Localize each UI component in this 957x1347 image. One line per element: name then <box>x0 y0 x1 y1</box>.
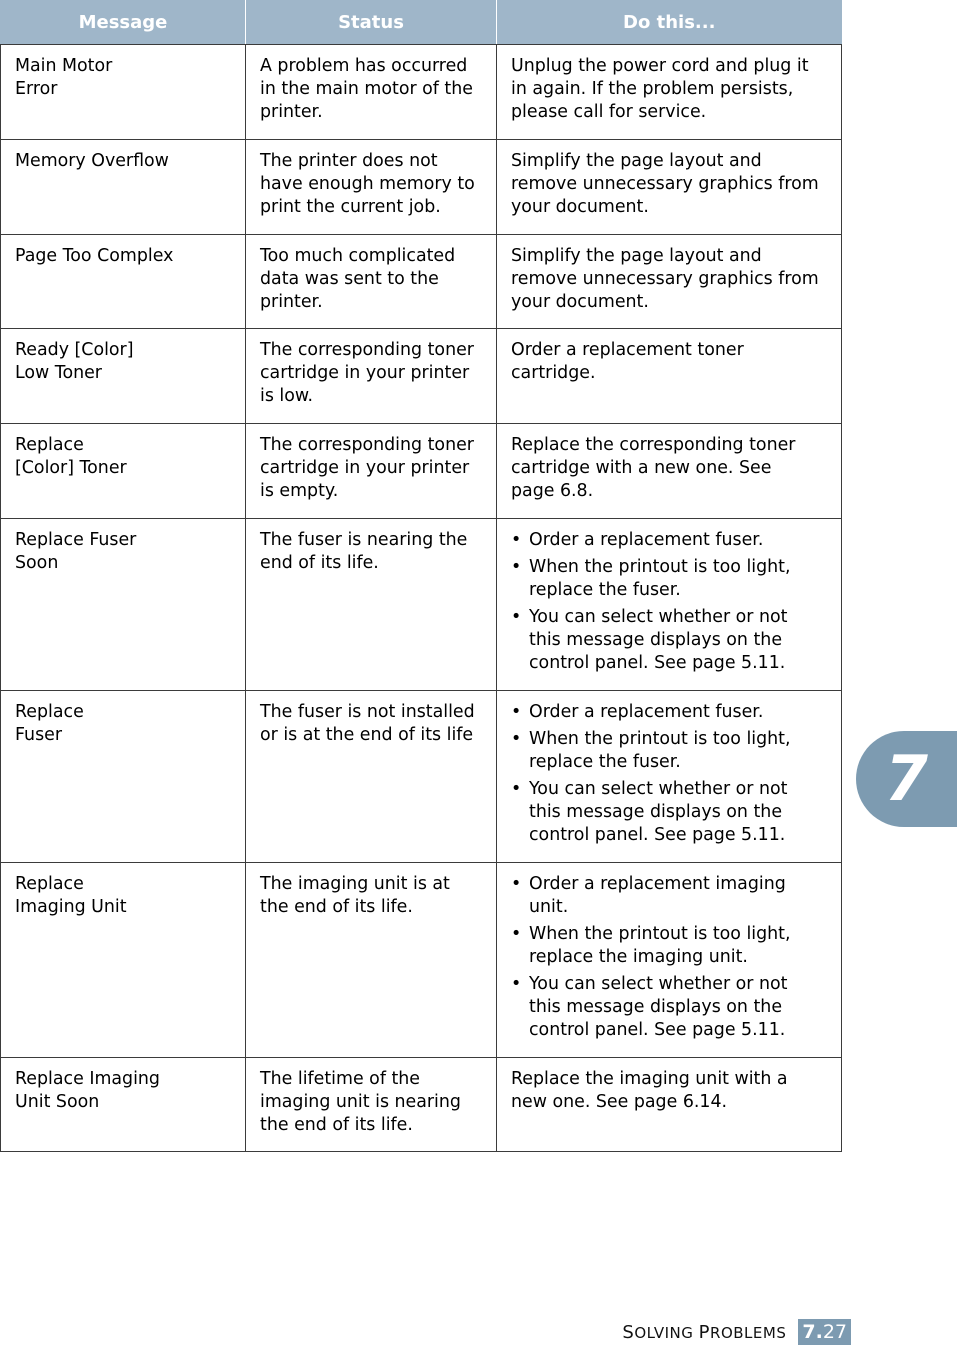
table-row <box>1 140 842 235</box>
status-text: The fuser is not installed <box>260 702 475 722</box>
action-text: Order a replacement toner <box>511 340 744 360</box>
message-text: Imaging Unit <box>15 897 127 917</box>
page-chapter: 7. <box>802 1321 823 1343</box>
header-status: Status <box>246 0 497 45</box>
action-text: Unplug the power cord and plug it <box>511 56 809 76</box>
message-text: Replace Fuser <box>15 530 137 550</box>
message-cell <box>1 691 246 863</box>
bullet-icon: • <box>511 874 522 894</box>
action-text: You can select whether or not <box>529 779 788 799</box>
page-footer <box>622 1318 851 1346</box>
header-message: Message <box>1 0 246 45</box>
action-text: remove unnecessary graphics from <box>511 174 819 194</box>
bullet-icon: • <box>511 924 522 944</box>
action-cell <box>497 140 842 235</box>
status-text: data was sent to the <box>260 269 439 289</box>
status-text: cartridge in your printer <box>260 363 470 383</box>
message-text: Replace <box>15 874 84 894</box>
message-cell <box>1 329 246 424</box>
action-text: your document. <box>511 292 649 312</box>
action-text: please call for service. <box>511 102 707 122</box>
action-cell <box>497 863 842 1058</box>
action-cell <box>497 235 842 329</box>
status-text: the end of its life. <box>260 897 413 917</box>
message-text: Main Motor <box>15 56 113 76</box>
bullet-icon: • <box>511 607 522 627</box>
status-cell <box>246 1058 497 1152</box>
action-text: You can select whether or not <box>529 607 788 627</box>
section-text-1: OLVING <box>634 1323 699 1342</box>
action-text: Order a replacement imaging <box>529 874 786 894</box>
status-text: Too much complicated <box>260 246 456 266</box>
message-cell <box>1 519 246 691</box>
action-text: this message displays on the <box>529 630 783 650</box>
list-item <box>511 556 831 602</box>
message-cell <box>1 424 246 519</box>
list-item <box>511 923 831 969</box>
message-cell <box>1 140 246 235</box>
section-title <box>622 1322 786 1343</box>
bullet-icon: • <box>511 729 522 749</box>
action-text: replace the imaging unit. <box>529 947 748 967</box>
table-row <box>1 235 842 329</box>
message-cell <box>1 45 246 140</box>
message-text: [Color] Toner <box>15 458 127 478</box>
table-row <box>1 519 842 691</box>
message-cell <box>1 1058 246 1152</box>
action-text: cartridge. <box>511 363 596 383</box>
table-row <box>1 863 842 1058</box>
message-text: Soon <box>15 553 59 573</box>
action-text: your document. <box>511 197 649 217</box>
bullet-icon: • <box>511 702 522 722</box>
message-text: Low Toner <box>15 363 102 383</box>
list-item <box>511 973 831 1042</box>
status-text: the end of its life. <box>260 1115 413 1135</box>
message-text: Unit Soon <box>15 1092 100 1112</box>
message-text: Replace <box>15 702 84 722</box>
table-header-row <box>1 0 842 45</box>
action-bullet-list <box>511 529 831 675</box>
action-text: You can select whether or not <box>529 974 788 994</box>
status-cell <box>246 140 497 235</box>
status-cell <box>246 329 497 424</box>
action-text: new one. See page 6.14. <box>511 1092 728 1112</box>
action-cell <box>497 424 842 519</box>
status-text: imaging unit is nearing <box>260 1092 461 1112</box>
table-row <box>1 329 842 424</box>
list-item <box>511 529 831 552</box>
message-text: Page Too Complex <box>15 246 174 266</box>
message-cell <box>1 235 246 329</box>
message-text: Replace Imaging <box>15 1069 160 1089</box>
status-cell <box>246 45 497 140</box>
status-text: printer. <box>260 292 323 312</box>
status-cell <box>246 235 497 329</box>
status-cell <box>246 691 497 863</box>
header-do-this: Do this... <box>497 0 842 45</box>
action-text: When the printout is too light, <box>529 924 791 944</box>
status-cell <box>246 519 497 691</box>
page-number: 27 <box>822 1321 847 1343</box>
section-letter-p: P <box>698 1321 711 1343</box>
status-text: The fuser is nearing the <box>260 530 468 550</box>
action-text: When the printout is too light, <box>529 557 791 577</box>
action-text: When the printout is too light, <box>529 729 791 749</box>
status-text: A problem has occurred <box>260 56 468 76</box>
status-text: have enough memory to <box>260 174 475 194</box>
page-number-badge <box>798 1319 851 1345</box>
status-text: The corresponding toner <box>260 435 474 455</box>
status-text: The printer does not <box>260 151 438 171</box>
status-text: printer. <box>260 102 323 122</box>
bullet-icon: • <box>511 530 522 550</box>
status-text: end of its life. <box>260 553 379 573</box>
action-text: control panel. See page 5.11. <box>529 653 786 673</box>
action-cell <box>497 1058 842 1152</box>
table-row <box>1 691 842 863</box>
action-bullet-list <box>511 701 831 847</box>
section-letter-s: S <box>622 1321 635 1343</box>
action-cell <box>497 45 842 140</box>
table-row <box>1 1058 842 1152</box>
action-text: unit. <box>529 897 569 917</box>
status-text: in the main motor of the <box>260 79 473 99</box>
bullet-icon: • <box>511 779 522 799</box>
status-text: The lifetime of the <box>260 1069 421 1089</box>
status-text: The imaging unit is at <box>260 874 450 894</box>
list-item <box>511 873 831 919</box>
bullet-icon: • <box>511 557 522 577</box>
action-text: control panel. See page 5.11. <box>529 825 786 845</box>
action-text: replace the fuser. <box>529 580 681 600</box>
action-cell <box>497 691 842 863</box>
action-text: Replace the corresponding toner <box>511 435 796 455</box>
action-text: Order a replacement fuser. <box>529 530 764 550</box>
action-text: replace the fuser. <box>529 752 681 772</box>
action-text: control panel. See page 5.11. <box>529 1020 786 1040</box>
chapter-tab: 7 <box>856 731 957 827</box>
action-text: Simplify the page layout and <box>511 246 762 266</box>
status-cell <box>246 863 497 1058</box>
action-text: this message displays on the <box>529 802 783 822</box>
message-text: Fuser <box>15 725 62 745</box>
action-cell <box>497 329 842 424</box>
list-item <box>511 728 831 774</box>
status-text: cartridge in your printer <box>260 458 470 478</box>
status-cell <box>246 424 497 519</box>
list-item <box>511 701 831 724</box>
status-text: or is at the end of its life <box>260 725 474 745</box>
status-text: is low. <box>260 386 314 406</box>
table-row <box>1 424 842 519</box>
section-text-2: ROBLEMS <box>710 1323 787 1342</box>
action-text: remove unnecessary graphics from <box>511 269 819 289</box>
action-text: Simplify the page layout and <box>511 151 762 171</box>
action-text: Replace the imaging unit with a <box>511 1069 788 1089</box>
message-text: Memory Overflow <box>15 151 169 171</box>
status-text: print the current job. <box>260 197 441 217</box>
table-row <box>1 45 842 140</box>
message-text: Replace <box>15 435 84 455</box>
action-cell <box>497 519 842 691</box>
message-text: Ready [Color] <box>15 340 134 360</box>
status-text: The corresponding toner <box>260 340 474 360</box>
message-text: Error <box>15 79 58 99</box>
list-item <box>511 778 831 847</box>
action-text: this message displays on the <box>529 997 783 1017</box>
action-text: in again. If the problem persists, <box>511 79 794 99</box>
action-bullet-list <box>511 873 831 1042</box>
action-text: page 6.8. <box>511 481 594 501</box>
bullet-icon: • <box>511 974 522 994</box>
action-text: cartridge with a new one. See <box>511 458 772 478</box>
list-item <box>511 606 831 675</box>
action-text: Order a replacement fuser. <box>529 702 764 722</box>
message-cell <box>1 863 246 1058</box>
status-text: is empty. <box>260 481 339 501</box>
